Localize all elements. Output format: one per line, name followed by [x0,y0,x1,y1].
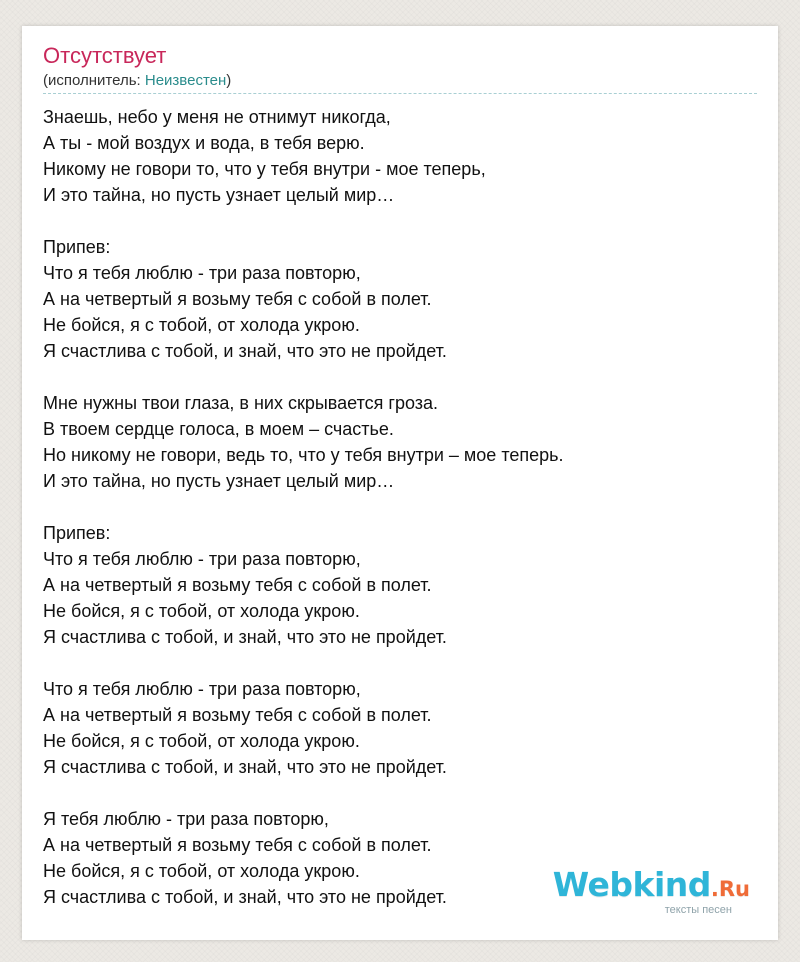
artist-link[interactable]: Неизвестен [144,72,227,89]
lyric-line: Не бойся, я с тобой, от холода укрою. [43,601,360,621]
lyric-line: Я счастлива с тобой, и знай, что это не пройдет. [43,757,447,777]
artist-prefix: (исполнитель: [43,72,145,89]
lyric-line: Что я тебя люблю - три раза повторю, [43,263,361,283]
lyrics-body [43,104,757,910]
lyric-line: Не бойся, я с тобой, от холода укрою. [43,731,360,751]
logo-main-text: Webkind [552,865,711,904]
chorus-label: Припев: [43,523,111,543]
lyrics-card [22,26,778,940]
lyric-line: Но никому не говори, ведь то, что у тебя внутри – мое теперь. [43,445,564,465]
title-divider [43,93,757,94]
lyric-line: Не бойся, я с тобой, от холода укрою. [43,315,360,335]
chorus-label: Припев: [43,237,111,257]
stanza-chorus-1 [43,234,757,364]
lyric-line: А на четвертый я возьму тебя с собой в полет. [43,835,432,855]
lyric-line: Я счастлива с тобой, и знай, что это не пройдет. [43,341,447,361]
lyric-line: Что я тебя люблю - три раза повторю, [43,679,361,699]
lyric-line: И это тайна, но пусть узнает целый мир… [43,185,395,205]
lyric-line: Знаешь, небо у меня не отнимут никогда, [43,107,391,127]
stanza-verse-1 [43,104,757,208]
lyric-line: А ты - мой воздух и вода, в тебя верю. [43,133,365,153]
lyric-line: Я счастлива с тобой, и знай, что это не пройдет. [43,627,447,647]
lyric-line: Никому не говори то, что у тебя внутри - мое теперь, [43,159,486,179]
lyric-line: А на четвертый я возьму тебя с собой в полет. [43,289,432,309]
lyric-line: А на четвертый я возьму тебя с собой в полет. [43,705,432,725]
site-logo[interactable] [552,865,750,916]
song-title: Отсутствует [43,43,167,68]
artist-line [43,71,757,91]
lyric-line: Я тебя люблю - три раза повторю, [43,809,329,829]
stanza-chorus-2 [43,520,757,650]
logo-tld: .Ru [710,877,750,901]
lyric-line: В твоем сердце голоса, в моем – счастье. [43,419,394,439]
artist-suffix: ) [226,72,232,89]
lyric-line: Я счастлива с тобой, и знай, что это не пройдет. [43,887,447,907]
lyric-line: А на четвертый я возьму тебя с собой в полет. [43,575,432,595]
logo-wordmark [552,865,750,906]
logo-tagline: тексты песен [664,904,732,916]
lyric-line: Что я тебя люблю - три раза повторю, [43,549,361,569]
stanza-chorus-3 [43,676,757,780]
lyric-line: Не бойся, я с тобой, от холода укрою. [43,861,360,881]
lyric-line: Мне нужны твои глаза, в них скрывается гроза. [43,393,439,413]
stanza-verse-2 [43,390,757,494]
lyric-line: И это тайна, но пусть узнает целый мир… [43,471,395,491]
